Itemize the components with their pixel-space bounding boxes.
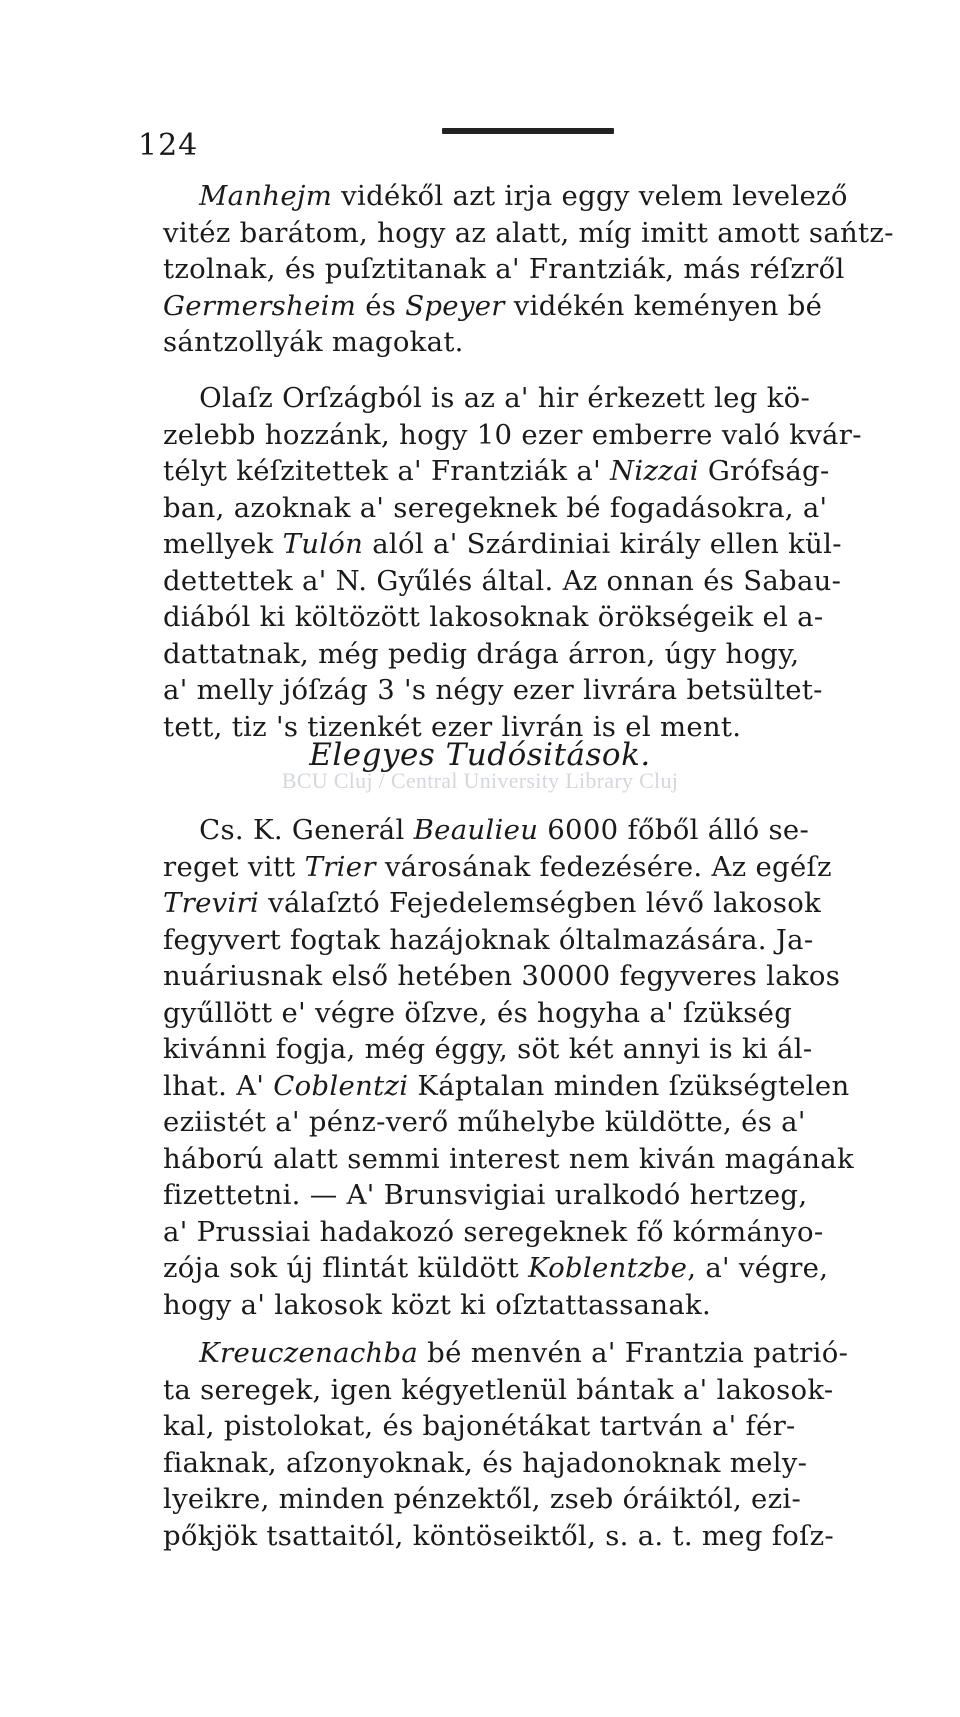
text-line bbox=[163, 1250, 903, 1287]
text-line bbox=[163, 1141, 903, 1178]
paragraph-beaulieu bbox=[163, 812, 903, 1323]
text-line bbox=[163, 599, 903, 636]
text-segment: háború alatt semmi interest nem kiván magának bbox=[163, 1142, 854, 1175]
text-segment: mellyek bbox=[163, 528, 283, 560]
text-segment: és bbox=[356, 289, 406, 322]
italic-term: Manhejm bbox=[199, 180, 333, 212]
text-segment: lhat. A' bbox=[163, 1069, 274, 1102]
text-segment: télyt kéſzitettek a' Frantziák a' bbox=[163, 455, 611, 487]
text-line bbox=[163, 1518, 903, 1555]
text-segment: tzolnak, és puſztitanak a' Frantziák, más réſzről bbox=[163, 253, 845, 285]
text-line bbox=[163, 453, 903, 490]
text-line bbox=[163, 885, 903, 922]
text-line bbox=[163, 1214, 903, 1251]
text-line bbox=[163, 1031, 903, 1068]
page-header bbox=[130, 118, 930, 168]
text-segment: kivánni fogja, még éggy, söt két annyi is ki ál- bbox=[163, 1033, 813, 1065]
text-line bbox=[163, 672, 903, 709]
italic-term: Beaulieu bbox=[413, 814, 539, 846]
text-line bbox=[163, 1372, 903, 1409]
text-segment: hogy a' lakosok közt ki oſztattassanak. bbox=[163, 1288, 712, 1321]
italic-term: Germersheim bbox=[163, 289, 357, 322]
italic-term: Koblentzbe bbox=[528, 1252, 688, 1284]
text-segment bbox=[163, 1337, 199, 1369]
text-line bbox=[163, 1177, 903, 1214]
text-line bbox=[163, 288, 903, 325]
text-segment: fegyvert fogtak hazájoknak óltalmazására. Ja- bbox=[163, 923, 814, 956]
text-segment: dettettek a' N. Gyűlés által. Az onnan és Sabau- bbox=[163, 564, 842, 597]
text-segment: zelebb hozzánk, hogy 10 ezer emberre való kvár- bbox=[163, 418, 862, 451]
text-segment: fizettetni. — A' Brunsvigiai uralkodó hertzeg, bbox=[163, 1179, 808, 1211]
text-segment: városának fedezésére. Az egéſz bbox=[375, 850, 832, 883]
italic-term: Tulón bbox=[282, 528, 364, 560]
text-segment: zója sok új flintát küldött bbox=[163, 1252, 529, 1284]
text-segment: sántzollyák magokat. bbox=[163, 326, 464, 358]
text-line bbox=[163, 995, 903, 1032]
text-line bbox=[163, 563, 903, 600]
text-segment: lyeikre, minden pénzektől, zseb óráiktól, ezi- bbox=[163, 1483, 802, 1515]
text-segment: a' Prussiai hadakozó seregeknek fő kórmányo- bbox=[163, 1215, 824, 1248]
text-segment: fiaknak, aſzonyoknak, és hajadonoknak mely- bbox=[163, 1446, 808, 1479]
text-segment: diából ki költözött lakosoknak örökségeik el a- bbox=[163, 601, 824, 633]
italic-term: Trier bbox=[304, 850, 376, 883]
text-line bbox=[163, 526, 903, 563]
section-heading: Elegyes Tudósitások. bbox=[309, 737, 651, 773]
text-segment: kal, pistolokat, és bajonétákat tartván a' fér- bbox=[163, 1410, 796, 1442]
text-segment: vitéz barátom, hogy az alatt, míg imitt amott sańtz- bbox=[163, 216, 894, 249]
italic-term: Kreuczenachba bbox=[199, 1337, 419, 1369]
text-line bbox=[163, 812, 903, 849]
text-line bbox=[163, 1481, 903, 1518]
text-line bbox=[163, 958, 903, 995]
page-number: 124 bbox=[138, 128, 199, 163]
text-line bbox=[163, 215, 903, 252]
text-line bbox=[163, 324, 903, 361]
header-rule bbox=[442, 128, 614, 134]
text-line bbox=[163, 380, 903, 417]
text-segment: reget vitt bbox=[163, 850, 305, 883]
text-segment: gyűllött e' végre öſzve, és hogyha a' ſzükség bbox=[163, 996, 793, 1029]
library-watermark: BCU Cluj / Central University Library Cluj bbox=[281, 768, 679, 793]
text-segment: vidékén keményen bé bbox=[504, 289, 823, 322]
italic-term: Treviri bbox=[163, 887, 260, 919]
text-line bbox=[163, 636, 903, 673]
text-segment: eziistét a' pénz-verő műhelybe küldötte, és a' bbox=[163, 1106, 806, 1138]
italic-term: Speyer bbox=[405, 289, 505, 322]
text-line bbox=[163, 849, 903, 886]
text-segment: Olaſz Orſzágból is az a' hir érkezett leg kö- bbox=[163, 382, 811, 414]
text-line bbox=[163, 1068, 903, 1105]
text-segment: tett, tiz 's tizenkét ezer livrán is el ment. bbox=[163, 710, 742, 743]
text-segment: pőkjök tsattaitól, köntöseiktől, s. a. t. meg foſz- bbox=[163, 1519, 835, 1552]
text-segment: alól a' Szárdiniai király ellen kül- bbox=[363, 528, 842, 560]
text-segment: dattatnak, még pedig drága árron, úgy hogy, bbox=[163, 637, 800, 670]
text-line bbox=[163, 1445, 903, 1482]
italic-term: Nizzai bbox=[610, 455, 699, 487]
text-segment: Cs. K. Generál bbox=[163, 814, 414, 846]
text-line bbox=[163, 1104, 903, 1141]
text-line bbox=[163, 922, 903, 959]
text-segment: ban, azoknak a' seregeknek bé fogadásokra, a' bbox=[163, 491, 828, 524]
paragraph-manhejm bbox=[163, 178, 903, 361]
text-segment bbox=[163, 180, 199, 212]
text-segment: válaſztó Fejedelemségben lévő lakosok bbox=[259, 887, 822, 919]
text-segment: vidékől azt irja eggy velem levelező bbox=[332, 180, 848, 212]
text-segment: Káptalan minden ſzükségtelen bbox=[408, 1069, 850, 1102]
text-line bbox=[163, 1335, 903, 1372]
text-segment: ta seregek, igen kégyetlenül bántak a' lakosok- bbox=[163, 1373, 834, 1406]
text-segment: 6000 főből álló se- bbox=[538, 814, 810, 846]
text-segment: bé menvén a' Frantzia patrió- bbox=[418, 1337, 849, 1369]
text-segment: a' melly jóſzág 3 's négy ezer livrára betsültet- bbox=[163, 674, 823, 706]
text-segment: Grófság- bbox=[698, 455, 830, 487]
text-line bbox=[163, 1287, 903, 1324]
text-line bbox=[163, 1408, 903, 1445]
text-line bbox=[163, 178, 903, 215]
text-segment: , a' végre, bbox=[687, 1252, 829, 1284]
text-segment: nuáriusnak első hetében 30000 fegyveres lakos bbox=[163, 960, 841, 992]
italic-term: Coblentzi bbox=[273, 1069, 409, 1102]
paragraph-olasz-orszag bbox=[163, 380, 903, 745]
text-line bbox=[163, 417, 903, 454]
paragraph-kreuczenach bbox=[163, 1335, 903, 1554]
text-line bbox=[163, 251, 903, 288]
text-line bbox=[163, 490, 903, 527]
